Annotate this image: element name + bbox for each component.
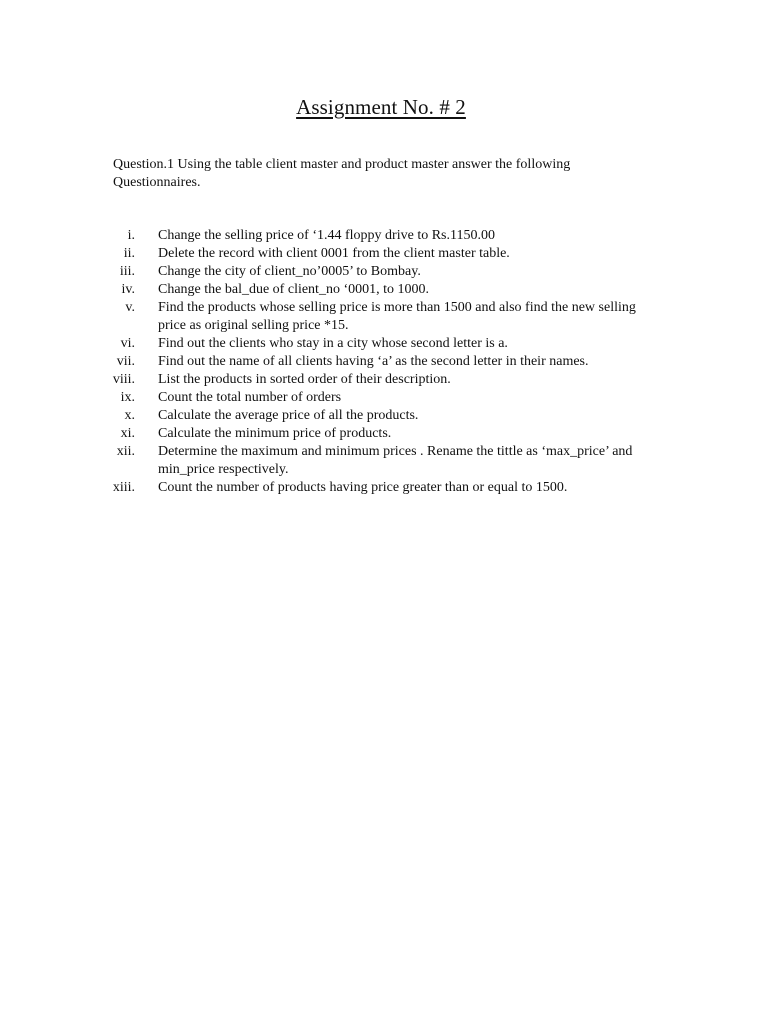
list-item [100, 281, 660, 299]
item-number: viii. [112, 372, 135, 387]
item-number: vii. [116, 354, 135, 369]
list-item [100, 443, 660, 479]
item-text: Determine the maximum and minimum prices . Rename the tittle as ‘max_price’ and min_price respectively. [158, 444, 633, 477]
item-number: i. [127, 228, 135, 243]
item-number: iv. [121, 282, 135, 297]
item-number: iii. [119, 264, 135, 279]
item-number: v. [125, 300, 135, 315]
list-item [100, 227, 660, 245]
list-item [100, 335, 660, 353]
item-text: Count the number of products having price greater than or equal to 1500. [158, 480, 568, 495]
item-text: Find out the name of all clients having ‘a’ as the second letter in their names. [158, 354, 589, 369]
list-item [100, 389, 660, 407]
item-text: Change the selling price of ‘1.44 floppy drive to Rs.1150.00 [158, 228, 495, 243]
list-item [100, 425, 660, 443]
item-text: Find the products whose selling price is more than 1500 and also find the new selling price as original selling price *15. [158, 300, 636, 333]
page-title: Assignment No. # 2 [296, 95, 466, 119]
item-text: Delete the record with client 0001 from the client master table. [158, 246, 510, 261]
item-text: List the products in sorted order of their description. [158, 372, 451, 387]
item-text: Change the city of client_no’0005’ to Bombay. [158, 264, 421, 279]
item-number: vi. [120, 336, 135, 351]
item-text: Find out the clients who stay in a city whose second letter is a. [158, 336, 508, 351]
item-number: xiii. [112, 480, 135, 495]
item-number: x. [124, 408, 135, 423]
question-intro: Question.1 Using the table client master and product master answer the following Questionnaires. [113, 157, 571, 190]
item-text: Change the bal_due of client_no ‘0001, to 1000. [158, 282, 429, 297]
list-item [100, 299, 660, 335]
list-item [100, 407, 660, 425]
list-item [100, 353, 660, 371]
list-item [100, 371, 660, 389]
item-text: Count the total number of orders [158, 390, 342, 405]
item-number: xi. [120, 426, 135, 441]
item-text: Calculate the minimum price of products. [158, 426, 392, 441]
item-text: Calculate the average price of all the products. [158, 408, 419, 423]
list-item [100, 479, 660, 497]
question-list [100, 227, 660, 497]
list-item [100, 245, 660, 263]
item-number: ii. [123, 246, 135, 261]
list-item [100, 263, 660, 281]
item-number: xii. [116, 444, 135, 459]
item-number: ix. [120, 390, 135, 405]
